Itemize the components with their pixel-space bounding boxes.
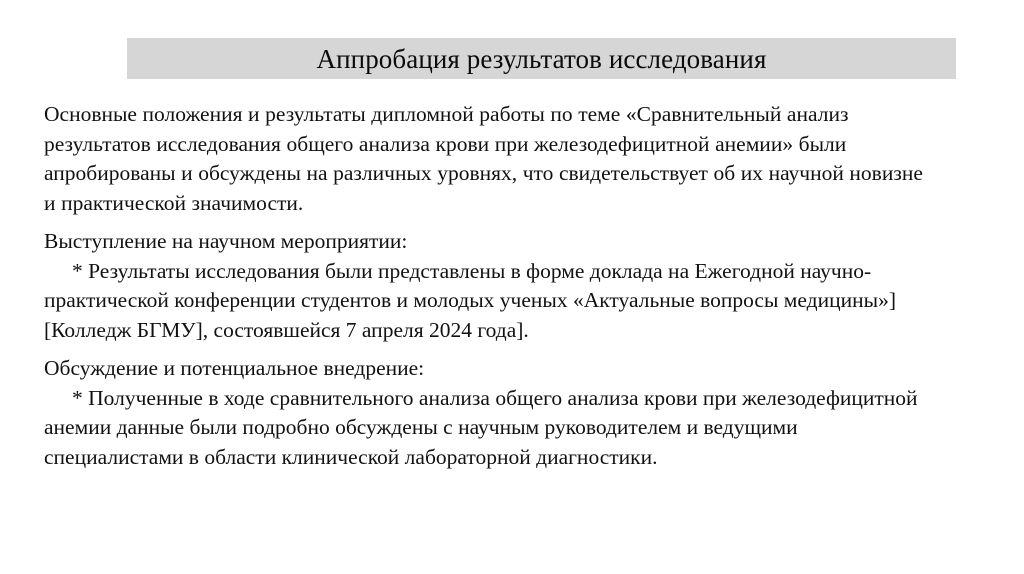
section-discussion <box>44 354 934 472</box>
section-discussion-item: * Полученные в ходе сравнительного анализа общего анализа крови при железодефицитной анемии данные были подробно обсуждены с научным руководителем и ведущими специалистами в области клинической лабораторной диагностики. <box>44 385 923 469</box>
slide-body <box>44 100 934 472</box>
section-presentation <box>44 227 934 345</box>
page-title: Аппробация результатов исследования <box>316 43 767 74</box>
section-presentation-item: * Результаты исследования были представлены в форме доклада на Ежегодной научно-практической конференции студентов и молодых ученых «Актуальные вопросы медицины»] [Колледж БГМУ], состоявшейся 7 апреля 2024 года]. <box>44 258 902 342</box>
title-banner <box>127 38 956 79</box>
section-presentation-heading: Выступление на научном мероприятии: <box>44 229 408 253</box>
section-discussion-heading: Обсуждение и потенциальное внедрение: <box>44 356 425 380</box>
paragraph-intro: Основные положения и результаты дипломной работы по теме «Сравнительный анализ результатов исследования общего анализа крови при железодефицитной анемии» были апробированы и обсуждены на различных уровнях, что свидетельствует об их научной новизне и практической значимости. <box>44 102 929 215</box>
